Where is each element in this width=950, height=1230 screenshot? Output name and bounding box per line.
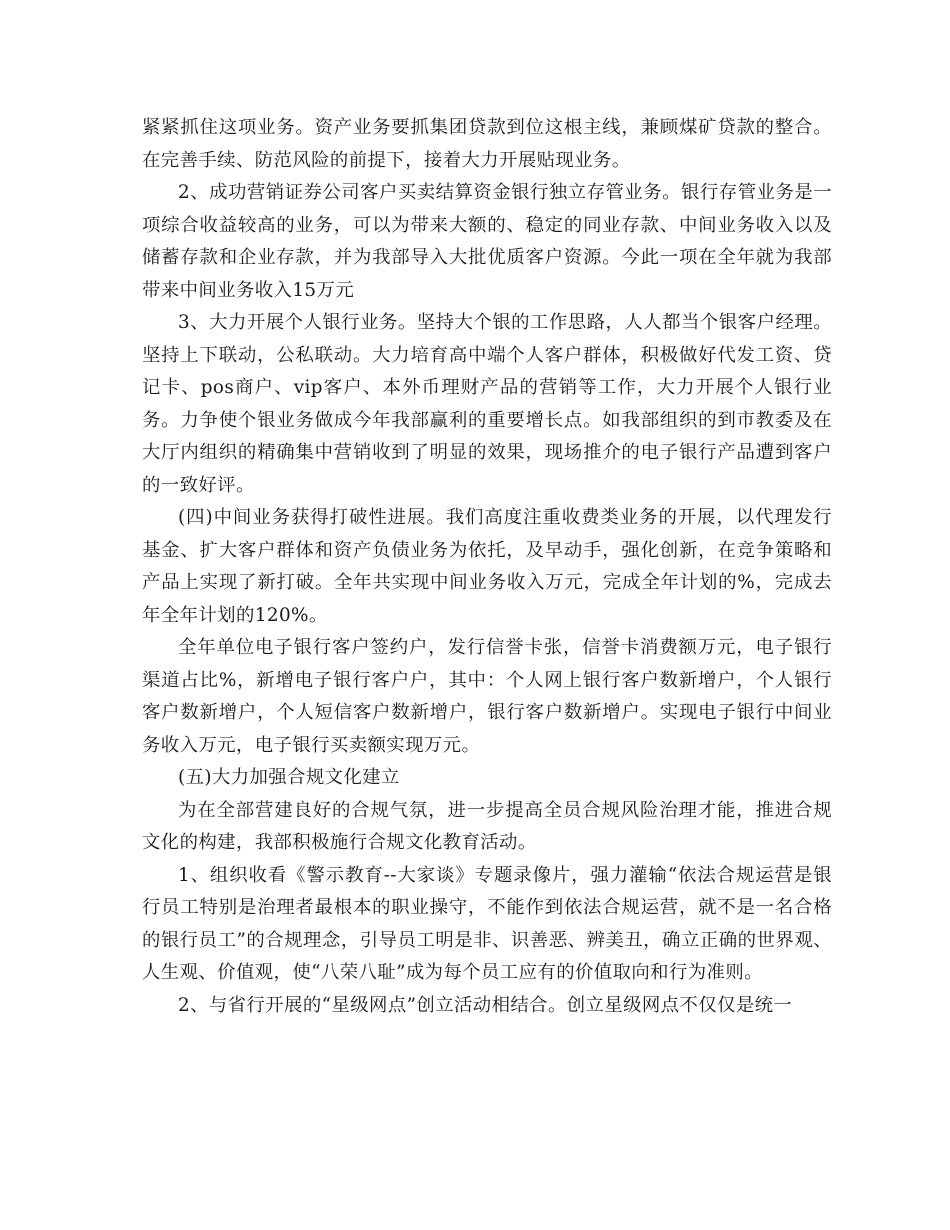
paragraph-section-4-intermediate-business: (四)中间业务获得打破性进展。我们高度注重收费类业务的开展，以代理发行基金、扩大客户群体和资产负债业务为依托，及早动手，强化创新，在竞争策略和产品上实现了新打破。全年共实现中间业务收入万元，完成全年计划的%，完成去年全年计划的120%。 bbox=[142, 507, 832, 626]
paragraph-item-2-star-outlets: 2、与省行开展的“星级网点”创立活动相结合。创立星级网点不仅仅是统一 bbox=[178, 994, 793, 1016]
paragraph-item-3-personal-banking: 3、大力开展个人银行业务。坚持大个银的工作思路，人人都当个银客户经理。坚持上下联动，公私联动。大力培育高中端个人客户群体，积极做好代发工资、贷记卡、pos商户、vip客户、本外币理财产品的营销等工作，大力开展个人银行业务。力争使个银业务做成今年我部赢利的重要增长点。如我部组织的到市教委及在大厅内组织的精确集中营销收到了明显的效果，现场推介的电子银行产品遭到客户的一致好评。 bbox=[142, 312, 832, 496]
document-body bbox=[142, 112, 832, 1022]
paragraph-item-2-securities-custody: 2、成功营销证券公司客户买卖结算资金银行独立存管业务。银行存管业务是一项综合收益较高的业务，可以为带来大额的、稳定的同业存款、中间业务收入以及储蓄存款和企业存款，并为我部导入大批优质客户资源。今此一项在全年就为我部带来中间业务收入15万元 bbox=[142, 182, 832, 301]
paragraph-continuation: 紧紧抓住这项业务。资产业务要抓集团贷款到位这根主线，兼顾煤矿贷款的整合。在完善手续、防范风险的前提下，接着大力开展贴现业务。 bbox=[142, 117, 832, 171]
section-heading-5-compliance-culture: (五)大力加强合规文化建立 bbox=[178, 767, 400, 788]
paragraph-e-banking-stats: 全年单位电子银行客户签约户，发行信誉卡张，信誉卡消费额万元，电子银行渠道占比%，新增电子银行客户户，其中：个人网上银行客户数新增户，个人银行客户数新增户，个人短信客户数新增户，银行客户数新增户。实现电子银行中间业务收入万元，电子银行买卖额实现万元。 bbox=[142, 637, 832, 756]
paragraph-item-1-warning-education: 1、组织收看《警示教育--大家谈》专题录像片，强力灌输“依法合规运营是银行员工特别是治理者最根本的职业操守，不能作到依法合规运营，就不是一名合格的银行员工”的合规理念，引导员工明是非、识善恶、辨美丑，确立正确的世界观、人生观、价值观，使“八荣八耻”成为每个员工应有的价值取向和行为准则。 bbox=[142, 864, 832, 983]
paragraph-compliance-intro: 为在全部营建良好的合规气氛，进一步提高全员合规风险治理才能，推进合规文化的构建，我部积极施行合规文化教育活动。 bbox=[142, 799, 832, 853]
